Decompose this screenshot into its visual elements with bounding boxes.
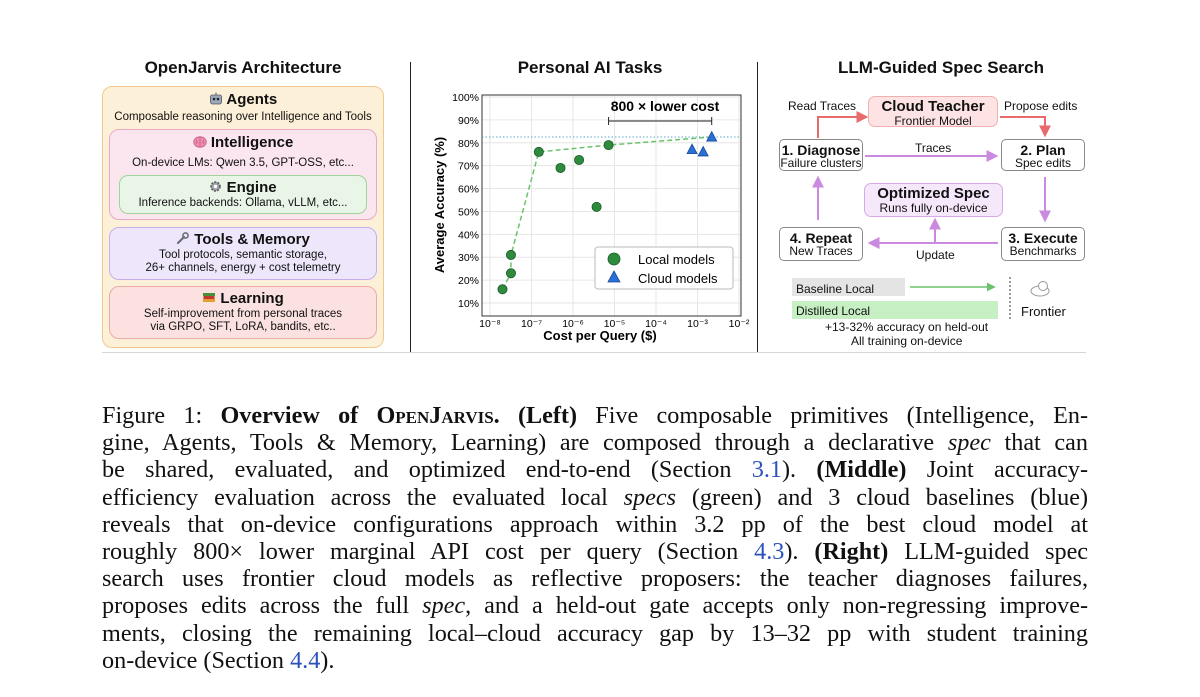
repeat-title: 4. Repeat	[789, 230, 853, 246]
x-tick-label: 10⁻⁸	[479, 318, 501, 330]
execute-subtitle: Benchmarks	[1009, 244, 1077, 258]
legend	[595, 247, 733, 289]
accuracy-note: +13-32% accuracy on held-out	[825, 320, 989, 334]
local-model-point	[574, 155, 583, 164]
baseline-local-label: Baseline Local	[796, 282, 875, 296]
left-panel-title: OpenJarvis Architecture	[144, 58, 342, 77]
execute-title: 3. Execute	[1008, 230, 1078, 246]
optimized-spec-node	[864, 183, 1003, 217]
y-tick-label: 100%	[452, 92, 479, 104]
legend-local-marker	[608, 253, 620, 265]
training-note: All training on-device	[851, 334, 963, 348]
tools-line1: Tool protocols, semantic storage,	[158, 249, 328, 261]
intelligence-title: Intelligence	[210, 134, 294, 151]
caption-title: Overview of	[220, 402, 359, 429]
y-tick-label: 50%	[457, 206, 479, 219]
cloud-teacher-node	[868, 96, 998, 127]
section-ref-4-3[interactable]: 4.3	[754, 538, 785, 566]
y-tick-label: 90%	[457, 114, 479, 127]
x-tick-label: 10⁻⁵	[603, 318, 626, 330]
y-tick-label: 80%	[457, 137, 479, 150]
plan-title: 2. Plan	[1020, 142, 1066, 158]
optimized-spec-title: Optimized Spec	[877, 185, 990, 202]
update-label: Update	[916, 248, 955, 262]
frontier-label: Frontier	[1021, 304, 1066, 319]
section-ref-4-4[interactable]: 4.4	[290, 646, 321, 674]
plan-subtitle: Spec edits	[1014, 156, 1072, 170]
intelligence-subtitle: On-device LMs: Qwen 3.5, GPT-OSS, etc...	[132, 157, 354, 169]
books-icon	[202, 291, 216, 304]
local-model-point	[556, 163, 565, 172]
execute-node	[1001, 227, 1085, 261]
x-tick-label: 10⁻²	[728, 318, 750, 330]
cloud-teacher-subtitle: Frontier Model	[894, 114, 972, 128]
local-model-point	[506, 269, 515, 278]
local-model-point	[506, 250, 515, 259]
engine-box	[119, 175, 367, 214]
divider-right	[757, 62, 758, 353]
y-tick-label: 70%	[457, 160, 479, 173]
robot-icon	[209, 92, 223, 105]
brain-icon	[193, 136, 207, 148]
cloud-model-point	[707, 132, 717, 142]
y-tick-label: 30%	[457, 252, 479, 265]
caption-line2a: gine, Agents, Tools & Memory, Learning) are composed through a declarative	[102, 429, 935, 457]
caption-brand: OpenJarvis.	[376, 402, 500, 429]
y-tick-label: 40%	[457, 229, 479, 242]
caption-label: Figure 1:	[102, 402, 203, 429]
x-tick-label: 10⁻⁷	[520, 318, 543, 330]
cloud-icon	[1031, 282, 1049, 297]
accuracy-cost-chart	[420, 78, 755, 353]
legend-local-label: Local models	[638, 252, 715, 267]
read-traces-arrow	[818, 117, 866, 138]
learning-box	[109, 286, 377, 339]
diagnose-title: 1. Diagnose	[781, 142, 861, 158]
repeat-node	[779, 227, 863, 261]
diagnose-subtitle: Failure clusters	[780, 156, 862, 170]
middle-panel-title: Personal AI Tasks	[517, 58, 663, 77]
local-model-point	[534, 147, 543, 156]
figure-caption: Figure 1: Overview of OpenJarvis. (Left) Five composable primitives (Intelligence, En- gine, Agents, Tools & Memory, Learning) are composed through a declarative spec that can be shared, evaluated, and optimized end-to-end (Section 3.1). (Middle) Joint accuracy- efficiency evaluation across the evaluated local specs (green) and 3 cloud baselines (blue) reveals that on-device configurations approach within 3.2 pp of the best cloud model at roughly 800× lower marginal API cost per query (Section 4.3). (Right) LLM-guided spec search uses frontier cloud models as reflective proposers: the teacher diagnoses failures, proposes edits across the full spec, and a held-out gate accepts only non-regressing improve- ments, closing the remaining local–cloud accuracy gap by 13–32 pp with student training on-device (Section 4.4).	[102, 402, 1089, 674]
learning-title: Learning	[220, 290, 284, 307]
repeat-subtitle: New Traces	[789, 244, 853, 258]
cloud-teacher-title: Cloud Teacher	[881, 98, 985, 115]
tools-line2: 26+ channels, energy + cost telemetry	[145, 262, 341, 274]
tools-memory-title: Tools & Memory	[194, 231, 310, 248]
tools-memory-box	[109, 227, 377, 280]
plan-node	[1001, 139, 1085, 171]
y-tick-label: 10%	[457, 298, 479, 310]
cloud-model-point	[698, 146, 708, 156]
y-tick-label: 20%	[457, 275, 479, 288]
y-tick-label: 60%	[457, 183, 479, 196]
wrench-icon	[176, 232, 190, 245]
distilled-local-label: Distilled Local	[796, 304, 871, 318]
engine-subtitle: Inference backends: Ollama, vLLM, etc...	[138, 197, 348, 209]
engine-title: Engine	[226, 179, 277, 196]
propose-edits-label: Propose edits	[1004, 99, 1078, 113]
y-axis-label: Average Accuracy (%)	[432, 136, 447, 274]
local-model-point	[604, 140, 613, 149]
divider-left	[410, 62, 411, 353]
agents-title: Agents	[226, 91, 278, 108]
cloud-model-point	[687, 144, 697, 154]
right-panel-title: LLM-Guided Spec Search	[838, 58, 1044, 77]
learning-line1: Self-improvement from personal traces	[143, 308, 343, 320]
legend-cloud-label: Cloud models	[638, 271, 718, 286]
section-ref-3-1[interactable]: 3.1	[751, 456, 782, 484]
local-model-point	[592, 202, 601, 211]
gear-icon	[209, 180, 222, 193]
traces-label: Traces	[915, 141, 952, 155]
optimized-spec-subtitle: Runs fully on-device	[879, 201, 988, 215]
agents-subtitle: Composable reasoning over Intelligence and Tools	[114, 111, 372, 123]
chart-annotation: 800 × lower cost	[610, 98, 720, 114]
x-tick-label: 10⁻⁴	[645, 318, 667, 330]
x-axis-label: Cost per Query ($)	[543, 328, 657, 343]
learning-line2: via GRPO, SFT, LoRA, bandits, etc..	[150, 321, 336, 333]
x-tick-label: 10⁻³	[687, 318, 708, 330]
local-model-point	[498, 285, 507, 294]
propose-edits-arrow	[1000, 117, 1045, 135]
diagnose-node	[779, 139, 863, 171]
read-traces-label: Read Traces	[788, 99, 857, 113]
x-tick-label: 10⁻⁶	[562, 318, 584, 330]
